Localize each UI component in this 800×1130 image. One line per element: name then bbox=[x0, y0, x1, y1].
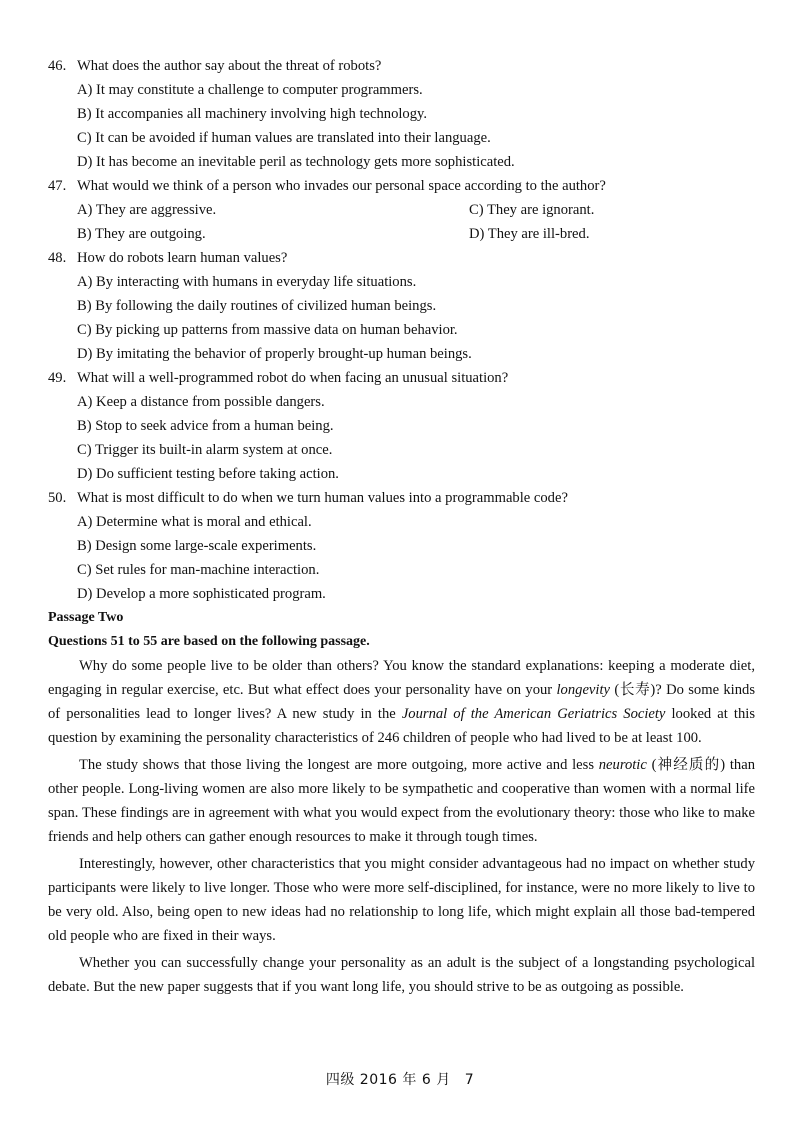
option-a: A) It may constitute a challenge to computer programmers. bbox=[77, 82, 423, 98]
question-stem: What would we think of a person who invades our personal space according to the author? bbox=[77, 178, 606, 194]
question-49 bbox=[48, 366, 755, 486]
passage-paragraph-1 bbox=[48, 654, 755, 750]
text-run: looked at this question by examining the personality characteristics of 246 children of people who had lived to be at least 100. bbox=[48, 706, 755, 746]
text-run: Why do some people live to be older than others? You know the standard explanations: keeping a moderate diet, engaging in regular exercise, etc. But what effect does your personality have on your bbox=[48, 658, 755, 698]
text-run: The study shows that those living the longest are more outgoing, more active and less bbox=[79, 757, 599, 773]
option-c: C) By picking up patterns from massive data on human behavior. bbox=[77, 322, 458, 338]
question-stem: What will a well-programmed robot do when facing an unusual situation? bbox=[77, 370, 509, 386]
text-run: (长寿)? Do some kinds of personalities lead to longer lives? A new study in the bbox=[48, 682, 755, 722]
question-number: 50. bbox=[48, 490, 67, 506]
question-46 bbox=[48, 54, 755, 174]
option-b: B) Design some large-scale experiments. bbox=[77, 538, 317, 554]
option-c: C) They are ignorant. bbox=[469, 202, 595, 218]
page-footer bbox=[0, 1069, 800, 1089]
option-b: B) By following the daily routines of civilized human beings. bbox=[77, 298, 437, 314]
question-number: 47. bbox=[48, 178, 67, 194]
option-grid bbox=[48, 198, 755, 246]
question-number: 46. bbox=[48, 58, 67, 74]
passage-paragraph-2 bbox=[48, 753, 755, 849]
option-d: D) Do sufficient testing before taking action. bbox=[77, 466, 339, 482]
passage-instruction: Questions 51 to 55 are based on the following passage. bbox=[48, 634, 370, 649]
option-d: D) By imitating the behavior of properly brought-up human beings. bbox=[77, 346, 472, 362]
option-d: D) Develop a more sophisticated program. bbox=[77, 586, 326, 602]
exam-page bbox=[48, 54, 755, 999]
question-stem: How do robots learn human values? bbox=[77, 250, 288, 266]
option-a: A) They are aggressive. bbox=[77, 202, 217, 218]
option-a: A) By interacting with humans in everyday life situations. bbox=[77, 274, 417, 290]
exam-label: 四级 2016 年 6 月 bbox=[325, 1072, 451, 1088]
passage-paragraph-3: Interestingly, however, other characteristics that you might consider advantageous had no impact on whether study participants were likely to live longer. Those who were more self-disciplined, for instance, were no more likely to live to be very old. Also, being open to new ideas had no relationship to long life, which might explain all those bad-tempered old people who are fixed in their ways. bbox=[48, 856, 755, 944]
option-a: A) Keep a distance from possible dangers. bbox=[77, 394, 325, 410]
question-stem: What is most difficult to do when we turn human values into a programmable code? bbox=[77, 490, 568, 506]
question-stem: What does the author say about the threat of robots? bbox=[77, 58, 382, 74]
text-run: (神经质的) than other people. Long-living women are also more likely to be sympathetic and cooperative than women with a normal life span. These findings are in agreement with what you would expect from the evolutionary theory: those who like to make friends and help others can gather enough resources to make it through tough times. bbox=[48, 757, 755, 845]
question-48 bbox=[48, 246, 755, 366]
option-d: D) It has become an inevitable peril as technology gets more sophisticated. bbox=[77, 154, 515, 170]
question-50 bbox=[48, 486, 755, 606]
glossed-term: longevity bbox=[556, 682, 610, 698]
journal-title: Journal of the American Geriatrics Society bbox=[401, 706, 666, 722]
option-c: C) Trigger its built-in alarm system at once. bbox=[77, 442, 333, 458]
option-a: A) Determine what is moral and ethical. bbox=[77, 514, 312, 530]
passage-paragraph-4: Whether you can successfully change your personality as an adult is the subject of a longstanding psychological debate. But the new paper suggests that if you want long life, you should strive to be as outgoing as possible. bbox=[48, 955, 755, 995]
option-b: B) It accompanies all machinery involving high technology. bbox=[77, 106, 428, 122]
passage-title: Passage Two bbox=[48, 610, 124, 625]
option-b: B) They are outgoing. bbox=[77, 226, 206, 242]
page-number: 7 bbox=[464, 1072, 475, 1088]
option-c: C) Set rules for man-machine interaction. bbox=[77, 562, 320, 578]
option-d: D) They are ill-bred. bbox=[469, 226, 590, 242]
option-c: C) It can be avoided if human values are translated into their language. bbox=[77, 130, 491, 146]
question-number: 48. bbox=[48, 250, 67, 266]
question-number: 49. bbox=[48, 370, 67, 386]
option-b: B) Stop to seek advice from a human being. bbox=[77, 418, 334, 434]
glossed-term: neurotic bbox=[598, 757, 647, 773]
question-47 bbox=[48, 174, 755, 246]
